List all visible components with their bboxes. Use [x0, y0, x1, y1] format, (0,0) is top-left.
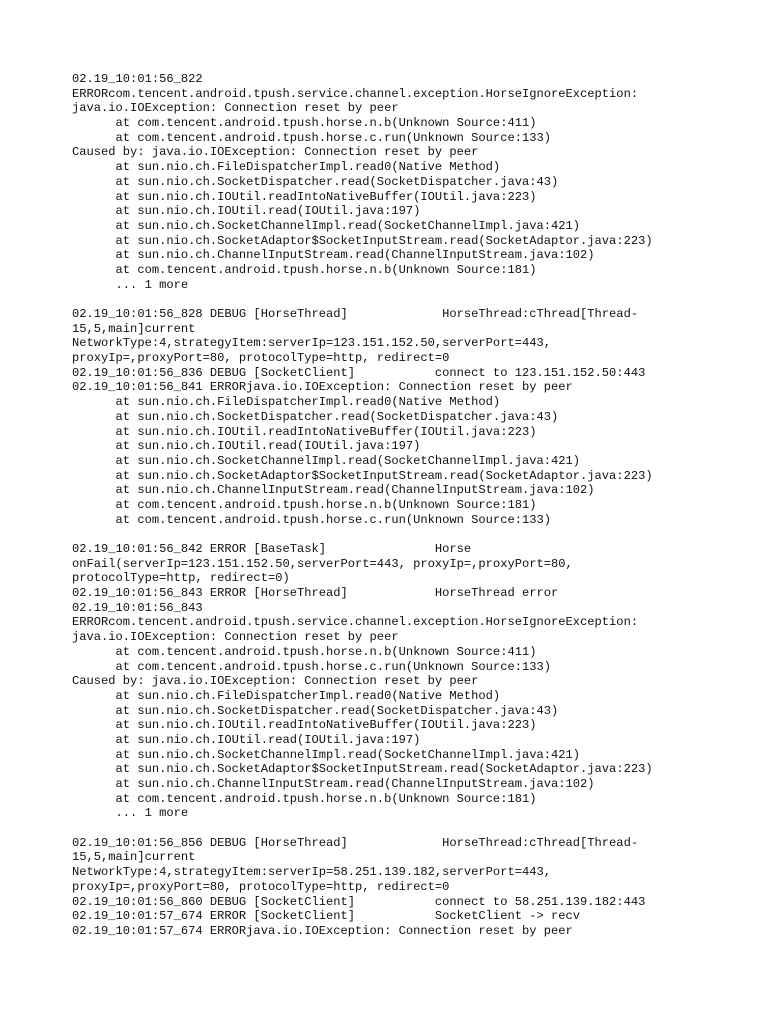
log-line: NetworkType:4,strategyItem:serverIp=58.251.139.182,serverPort=443,: [72, 865, 551, 880]
log-line: ERRORcom.tencent.android.tpush.service.channel.exception.HorseIgnoreException:: [72, 615, 639, 630]
log-line: 02.19_10:01:56_836 DEBUG [SocketClient] connect to 123.151.152.50:443: [72, 365, 646, 380]
blank-line: [72, 821, 712, 836]
log-line: Caused by: java.io.IOException: Connection reset by peer: [72, 145, 479, 160]
log-line: 15,5,main]current: [72, 321, 196, 336]
log-line: 02.19_10:01:56_856 DEBUG [HorseThread] HorseThread:cThread[Thread-: [72, 835, 639, 850]
blank-line: [72, 292, 712, 307]
log-line: at sun.nio.ch.SocketDispatcher.read(SocketDispatcher.java:43): [72, 174, 559, 189]
log-line: at sun.nio.ch.SocketDispatcher.read(SocketDispatcher.java:43): [72, 409, 559, 424]
log-line: 02.19_10:01:56_860 DEBUG [SocketClient] connect to 58.251.139.182:443: [72, 894, 646, 909]
log-line: protocolType=http, redirect=0): [72, 571, 290, 586]
log-line: onFail(serverIp=123.151.152.50,serverPort=443, proxyIp=,proxyPort=80,: [72, 556, 573, 571]
log-line: at sun.nio.ch.SocketChannelImpl.read(SocketChannelImpl.java:421): [72, 218, 581, 233]
log-line: at sun.nio.ch.SocketAdaptor$SocketInputStream.read(SocketAdaptor.java:223): [72, 233, 653, 248]
log-line: 02.19_10:01:56_842 ERROR [BaseTask] Horse: [72, 542, 472, 556]
log-line: at com.tencent.android.tpush.horse.c.run(Unknown Source:133): [72, 130, 551, 145]
log-line: at com.tencent.android.tpush.horse.n.b(Unknown Source:181): [72, 497, 537, 512]
log-line: ... 1 more: [72, 806, 189, 821]
log-line: at sun.nio.ch.ChannelInputStream.read(ChannelInputStream.java:102): [72, 248, 595, 263]
log-line: at sun.nio.ch.IOUtil.read(IOUtil.java:197): [72, 439, 421, 454]
log-line: Caused by: java.io.IOException: Connection reset by peer: [72, 674, 479, 689]
log-line: at sun.nio.ch.SocketChannelImpl.read(SocketChannelImpl.java:421): [72, 453, 581, 468]
log-line: at com.tencent.android.tpush.horse.n.b(Unknown Source:411): [72, 644, 537, 659]
log-line: at sun.nio.ch.ChannelInputStream.read(ChannelInputStream.java:102): [72, 777, 595, 791]
log-line: 02.19_10:01:57_674 ERROR [SocketClient] SocketClient -> recv: [72, 909, 581, 924]
log-line: at sun.nio.ch.SocketAdaptor$SocketInputStream.read(SocketAdaptor.java:223): [72, 468, 653, 483]
log-line: at sun.nio.ch.IOUtil.readIntoNativeBuffer(IOUtil.java:223): [72, 424, 537, 439]
log-line: ... 1 more: [72, 277, 189, 292]
log-line: at sun.nio.ch.IOUtil.readIntoNativeBuffer(IOUtil.java:223): [72, 718, 537, 733]
log-line: at com.tencent.android.tpush.horse.n.b(Unknown Source:181): [72, 791, 537, 806]
log-line: at sun.nio.ch.IOUtil.read(IOUtil.java:197): [72, 732, 421, 747]
log-line: at sun.nio.ch.ChannelInputStream.read(ChannelInputStream.java:102): [72, 483, 595, 498]
log-line: ERRORcom.tencent.android.tpush.service.channel.exception.HorseIgnoreException:: [72, 86, 639, 101]
log-line: NetworkType:4,strategyItem:serverIp=123.151.152.50,serverPort=443,: [72, 336, 551, 351]
log-line: 15,5,main]current: [72, 850, 196, 865]
log-line: at sun.nio.ch.FileDispatcherImpl.read0(Native Method): [72, 160, 501, 175]
log-line: at sun.nio.ch.SocketDispatcher.read(SocketDispatcher.java:43): [72, 703, 559, 718]
blank-line: [72, 527, 712, 542]
log-line: java.io.IOException: Connection reset by peer: [72, 101, 399, 116]
log-line: at com.tencent.android.tpush.horse.c.run(Unknown Source:133): [72, 512, 551, 527]
log-line: 02.19_10:01:56_843 ERROR [HorseThread] HorseThread error: [72, 586, 559, 601]
log-line: at sun.nio.ch.FileDispatcherImpl.read0(Native Method): [72, 688, 501, 703]
log-line: java.io.IOException: Connection reset by peer: [72, 630, 399, 645]
log-line: 02.19_10:01:56_841 ERRORjava.io.IOException: Connection reset by peer: [72, 380, 573, 395]
log-line: 02.19_10:01:56_822: [72, 72, 203, 86]
log-line: at com.tencent.android.tpush.horse.c.run(Unknown Source:133): [72, 659, 551, 674]
log-line: at com.tencent.android.tpush.horse.n.b(Unknown Source:411): [72, 116, 537, 131]
log-line: at sun.nio.ch.IOUtil.read(IOUtil.java:197): [72, 204, 421, 219]
log-line: proxyIp=,proxyPort=80, protocolType=http, redirect=0: [72, 879, 450, 894]
log-line: 02.19_10:01:56_828 DEBUG [HorseThread] HorseThread:cThread[Thread-: [72, 307, 639, 321]
log-line: 02.19_10:01:57_674 ERRORjava.io.IOException: Connection reset by peer: [72, 923, 573, 938]
log-line: at sun.nio.ch.IOUtil.readIntoNativeBuffer(IOUtil.java:223): [72, 189, 537, 204]
log-line: 02.19_10:01:56_843: [72, 600, 203, 615]
log-line: at sun.nio.ch.SocketAdaptor$SocketInputStream.read(SocketAdaptor.java:223): [72, 762, 653, 777]
log-line: at sun.nio.ch.FileDispatcherImpl.read0(Native Method): [72, 395, 501, 410]
log-line: at sun.nio.ch.SocketChannelImpl.read(SocketChannelImpl.java:421): [72, 747, 581, 762]
log-line: at com.tencent.android.tpush.horse.n.b(Unknown Source:181): [72, 262, 537, 277]
log-document: [72, 72, 712, 939]
log-line: proxyIp=,proxyPort=80, protocolType=http, redirect=0: [72, 351, 450, 366]
